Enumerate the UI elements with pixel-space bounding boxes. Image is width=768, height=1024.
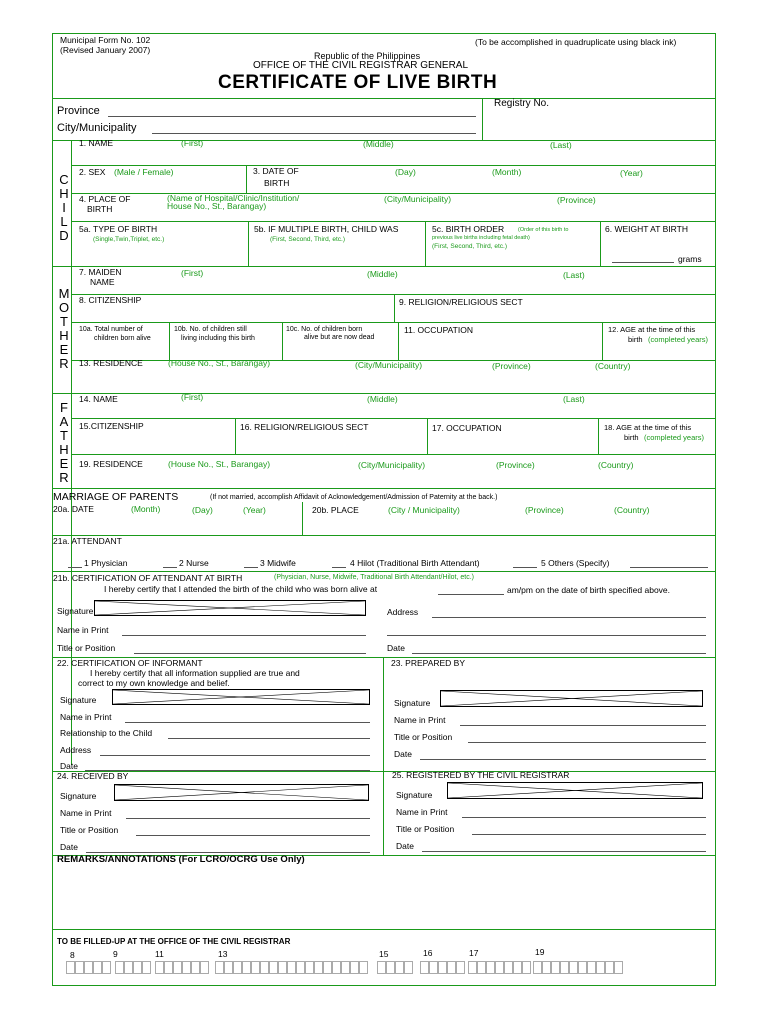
received-label: 24. RECEIVED BY xyxy=(57,771,129,781)
rule xyxy=(383,657,384,855)
mother-residence-label: 13. RESIDENCE xyxy=(79,358,143,368)
section-father: F A T H E R xyxy=(59,400,69,485)
signature-cross-icon xyxy=(115,785,368,800)
mother-religion-label: 9. RELIGION/RELIGIOUS SECT xyxy=(399,297,523,307)
rule xyxy=(282,322,283,360)
birth-order-hint-2: previous live births including fetal death) xyxy=(432,235,530,241)
dob-day-hint: (Day) xyxy=(395,167,416,177)
marriage-province-hint: (Province) xyxy=(525,505,564,515)
father-occupation-label: 17. OCCUPATION xyxy=(432,423,502,433)
pob-hint: (Name of Hospital/Clinic/Institution/ xyxy=(167,193,300,203)
rule xyxy=(71,418,715,419)
prepared-signature-label: Signature xyxy=(394,698,431,708)
registered-title-label: Title or Position xyxy=(396,824,455,834)
rule xyxy=(427,418,428,454)
rule xyxy=(53,571,715,572)
signature-cross-icon xyxy=(113,690,369,704)
dob-label: 3. DATE OF xyxy=(253,166,299,176)
mother-res-city-hint: (City/Municipality) xyxy=(355,360,423,370)
code-cells-7[interactable] xyxy=(468,961,531,974)
rule xyxy=(53,929,715,930)
attendant-option-nurse[interactable]: 2 Nurse xyxy=(179,558,209,568)
father-name-label: 14. NAME xyxy=(79,394,118,404)
registered-signature-label: Signature xyxy=(396,790,433,800)
city-field[interactable] xyxy=(152,133,476,134)
province-label: Province xyxy=(57,105,100,117)
father-res-city-hint: (City/Municipality) xyxy=(358,460,426,470)
dob-year-hint: (Year) xyxy=(620,168,643,178)
attendant-name-label: Name in Print xyxy=(57,625,109,635)
birth-order-hint-3: (First, Second, Third, etc.) xyxy=(432,243,508,250)
attendant-address-label: Address xyxy=(387,607,419,617)
mother-first-hint: (First) xyxy=(181,268,204,278)
marriage-place-label: 20b. PLACE xyxy=(312,505,359,515)
attendant-label: 21a. ATTENDANT xyxy=(53,536,122,546)
grams-label: grams xyxy=(678,254,702,264)
rule xyxy=(246,165,247,193)
received-name-field[interactable] xyxy=(126,818,370,819)
code-number: 13 xyxy=(218,949,228,959)
registered-name-label: Name in Print xyxy=(396,807,448,817)
dob-month-hint: (Month) xyxy=(492,167,522,177)
father-middle-hint: (Middle) xyxy=(367,394,398,404)
rule xyxy=(71,221,715,222)
attendant-others-field[interactable] xyxy=(630,567,708,568)
attendant-option-hilot[interactable]: 4 Hilot (Traditional Birth Attendant) xyxy=(350,558,480,568)
signature-cross-icon xyxy=(448,783,702,798)
city-label: City/Municipality xyxy=(57,122,137,134)
marriage-date-label: 20a. DATE xyxy=(53,504,94,514)
attendant-cert-hint: (Physician, Nurse, Midwife, Traditional Birth Attendant/Hilot, etc.) xyxy=(274,574,474,581)
pob-hint-2: House No., St., Barangay) xyxy=(167,201,267,211)
dead-children-label-2: alive but are now dead xyxy=(304,334,375,341)
code-cells-8[interactable] xyxy=(533,961,623,974)
child-last-hint: (Last) xyxy=(550,140,572,150)
mother-citizenship-label: 8. CITIZENSHIP xyxy=(79,295,142,305)
father-religion-label: 16. RELIGION/RELIGIOUS SECT xyxy=(240,422,369,432)
rule xyxy=(71,322,715,323)
marriage-note: (If not married, accomplish Affidavit of Acknowledgement/Admission of Paternity at the back.) xyxy=(210,494,498,501)
mother-age-label: 12. AGE at the time of this xyxy=(608,325,696,334)
attendant-check-2[interactable] xyxy=(163,567,177,568)
prepared-label: 23. PREPARED BY xyxy=(391,658,466,668)
mother-occupation-label: 11. OCCUPATION xyxy=(404,325,473,335)
attendant-title-label: Title or Position xyxy=(57,643,116,653)
total-children-label: 10a. Total number of xyxy=(79,326,143,333)
total-children-label-2: children born alive xyxy=(94,335,151,342)
code-cells-5[interactable] xyxy=(377,961,413,974)
father-citizenship-label: 15.CITIZENSHIP xyxy=(79,421,144,431)
attendant-name-field[interactable] xyxy=(122,635,366,636)
living-children-label-2: living including this birth xyxy=(181,335,255,342)
code-number: 19 xyxy=(535,947,545,957)
type-birth-label: 5a. TYPE OF BIRTH xyxy=(79,224,158,234)
attendant-cert-label: 21b. CERTIFICATION OF ATTENDANT AT BIRTH xyxy=(53,573,243,583)
remarks-label: REMARKS/ANNOTATIONS (For LCRO/OCRG Use Only) xyxy=(57,854,305,865)
marriage-year-hint: (Year) xyxy=(243,505,266,515)
child-middle-hint: (Middle) xyxy=(363,139,394,149)
mother-res-house-hint: (House No., St., Barangay) xyxy=(168,358,271,368)
rule xyxy=(235,418,236,454)
weight-field[interactable] xyxy=(612,262,674,263)
registry-label: Registry No. xyxy=(494,98,550,109)
rule xyxy=(71,140,72,765)
code-number: 17 xyxy=(469,948,479,958)
received-signature-label: Signature xyxy=(60,791,97,801)
rule xyxy=(71,454,715,455)
informant-text-2: correct to my own knowledge and belief. xyxy=(78,678,230,688)
father-age-label-2: birth xyxy=(624,433,639,442)
informant-relationship-field[interactable] xyxy=(168,738,370,739)
birth-time-field[interactable] xyxy=(438,594,504,595)
informant-text: I hereby certify that all information supplied are true and xyxy=(90,668,300,678)
code-number: 9 xyxy=(113,949,118,959)
child-first-hint: (First) xyxy=(181,138,204,148)
father-res-house-hint: (House No., St., Barangay) xyxy=(168,459,271,469)
code-cells-6[interactable] xyxy=(420,961,465,974)
registered-name-field[interactable] xyxy=(462,817,706,818)
rule xyxy=(169,322,170,360)
rule xyxy=(394,294,395,322)
section-mother: M O T H E R xyxy=(58,286,70,371)
attendant-option-midwife[interactable]: 3 Midwife xyxy=(260,558,296,568)
attendant-check-3[interactable] xyxy=(244,567,258,568)
registered-date-field[interactable] xyxy=(422,851,706,852)
code-cells-1[interactable] xyxy=(66,961,111,974)
ink-instruction: (To be accomplished in quadruplicate using black ink) xyxy=(475,37,677,47)
code-cells-3[interactable] xyxy=(155,961,209,974)
prepared-date-field[interactable] xyxy=(420,759,706,760)
code-cells-4[interactable] xyxy=(215,961,368,974)
attendant-date-label: Date xyxy=(387,643,405,653)
father-first-hint: (First) xyxy=(181,392,204,402)
attendant-check-4[interactable] xyxy=(332,567,346,568)
mother-last-hint: (Last) xyxy=(563,270,585,280)
code-number: 16 xyxy=(423,948,433,958)
page-title: CERTIFICATE OF LIVE BIRTH xyxy=(218,72,498,93)
attendant-option-others[interactable]: 5 Others (Specify) xyxy=(541,558,610,568)
revised-date: (Revised January 2007) xyxy=(60,45,151,55)
attendant-cert-text: I hereby certify that I attended the birth of the child who was born alive at xyxy=(104,584,378,594)
registered-label: 25. REGISTERED BY THE CIVIL REGISTRAR xyxy=(392,770,570,780)
rule xyxy=(71,294,715,295)
child-name-label: 1. NAME xyxy=(79,138,114,148)
rule xyxy=(598,418,599,454)
prepared-name-field[interactable] xyxy=(460,725,706,726)
birth-order-label: 5c. BIRTH ORDER xyxy=(432,224,505,234)
received-title-field[interactable] xyxy=(136,835,370,836)
informant-signature-label: Signature xyxy=(60,695,97,705)
received-title-label: Title or Position xyxy=(60,825,119,835)
attendant-ampm-text: am/pm on the date of birth specified above. xyxy=(507,585,671,595)
received-date-label: Date xyxy=(60,842,78,852)
rule xyxy=(53,266,715,267)
attendant-check-5[interactable] xyxy=(513,567,537,568)
multiple-birth-label: 5b. IF MULTIPLE BIRTH, CHILD WAS xyxy=(254,224,399,234)
living-children-label: 10b. No. of children still xyxy=(174,326,247,333)
received-name-label: Name in Print xyxy=(60,808,112,818)
informant-date-label: Date xyxy=(60,761,78,771)
office-text: OFFICE OF THE CIVIL REGISTRAR GENERAL xyxy=(253,60,469,71)
prepared-signature-box[interactable] xyxy=(440,690,703,707)
prepared-date-label: Date xyxy=(394,749,412,759)
marriage-title: MARRIAGE OF PARENTS xyxy=(53,491,179,503)
dob-label-2: BIRTH xyxy=(264,178,290,188)
type-birth-hint: (Single,Twin,Triplet, etc.) xyxy=(93,236,165,243)
mother-res-province-hint: (Province) xyxy=(492,361,531,371)
rule xyxy=(398,322,399,360)
informant-address-label: Address xyxy=(60,745,92,755)
attendant-signature-box[interactable] xyxy=(94,600,366,616)
marriage-country-hint: (Country) xyxy=(614,505,650,515)
attendant-address-field-2[interactable] xyxy=(387,635,706,636)
province-field[interactable] xyxy=(108,116,476,117)
rule xyxy=(302,502,303,535)
code-number: 15 xyxy=(379,949,389,959)
maiden-name-label-2: NAME xyxy=(90,277,115,287)
pob-province-hint: (Province) xyxy=(557,195,596,205)
attendant-date-field[interactable] xyxy=(412,653,706,654)
multiple-birth-hint: (First, Second, Third, etc.) xyxy=(270,236,346,243)
republic-text: Republic of the Philippines xyxy=(314,51,421,61)
form-number: Municipal Form No. 102 xyxy=(60,35,151,45)
attendant-title-field[interactable] xyxy=(134,653,366,654)
registered-date-label: Date xyxy=(396,841,414,851)
received-date-field[interactable] xyxy=(86,852,370,853)
code-number: 8 xyxy=(70,950,75,960)
birth-order-hint: (Order of this birth to xyxy=(518,227,569,233)
section-child: C H I L D xyxy=(59,172,69,243)
received-signature-box[interactable] xyxy=(114,784,369,801)
father-res-country-hint: (Country) xyxy=(598,460,634,470)
informant-name-field[interactable] xyxy=(125,722,370,723)
father-age-label: 18. AGE at the time of this xyxy=(604,423,692,432)
prepared-name-label: Name in Print xyxy=(394,715,446,725)
registered-title-field[interactable] xyxy=(472,834,706,835)
footer-label: TO BE FILLED-UP AT THE OFFICE OF THE CIVIL REGISTRAR xyxy=(57,937,291,946)
sex-hint: (Male / Female) xyxy=(114,167,174,177)
informant-relationship-label: Relationship to the Child xyxy=(60,728,153,738)
rule xyxy=(482,98,483,140)
pob-label-2: BIRTH xyxy=(87,204,113,214)
signature-cross-icon xyxy=(441,691,702,706)
father-residence-label: 19. RESIDENCE xyxy=(79,459,143,469)
dead-children-label: 10c. No. of children born xyxy=(286,326,363,333)
signature-cross-icon xyxy=(95,601,365,615)
rule xyxy=(53,771,715,772)
sex-label: 2. SEX xyxy=(79,167,106,177)
marriage-day-hint: (Day) xyxy=(192,505,213,515)
prepared-title-label: Title or Position xyxy=(394,732,453,742)
informant-label: 22. CERTIFICATION OF INFORMANT xyxy=(57,658,203,668)
rule xyxy=(53,535,715,536)
rule xyxy=(425,221,426,266)
mother-age-label-2: birth xyxy=(628,335,643,344)
weight-label: 6. WEIGHT AT BIRTH xyxy=(605,224,688,234)
attendant-address-field[interactable] xyxy=(432,617,706,618)
maiden-name-label: 7. MAIDEN xyxy=(79,267,122,277)
prepared-title-field[interactable] xyxy=(468,742,706,743)
informant-name-label: Name in Print xyxy=(60,712,112,722)
rule xyxy=(53,98,715,99)
code-cells-2[interactable] xyxy=(115,961,151,974)
informant-address-field[interactable] xyxy=(100,755,370,756)
pob-city-hint: (City/Municipality) xyxy=(384,194,452,204)
father-last-hint: (Last) xyxy=(563,394,585,404)
pob-label: 4. PLACE OF xyxy=(79,194,131,204)
rule xyxy=(71,165,715,166)
mother-res-country-hint: (Country) xyxy=(595,361,631,371)
marriage-month-hint: (Month) xyxy=(131,504,161,514)
code-number: 11 xyxy=(155,949,164,959)
father-age-hint: (completed years) xyxy=(644,433,705,442)
rule xyxy=(248,221,249,266)
mother-age-hint: (completed years) xyxy=(648,335,709,344)
informant-signature-box[interactable] xyxy=(112,689,370,705)
attendant-check-1[interactable] xyxy=(68,567,82,568)
rule xyxy=(602,322,603,360)
registered-signature-box[interactable] xyxy=(447,782,703,799)
rule xyxy=(600,221,601,266)
rule xyxy=(53,488,715,489)
attendant-option-physician[interactable]: 1 Physician xyxy=(84,558,128,568)
attendant-signature-label: Signature xyxy=(57,606,94,616)
father-res-province-hint: (Province) xyxy=(496,460,535,470)
mother-middle-hint: (Middle) xyxy=(367,269,398,279)
marriage-city-hint: (City / Municipality) xyxy=(388,505,460,515)
